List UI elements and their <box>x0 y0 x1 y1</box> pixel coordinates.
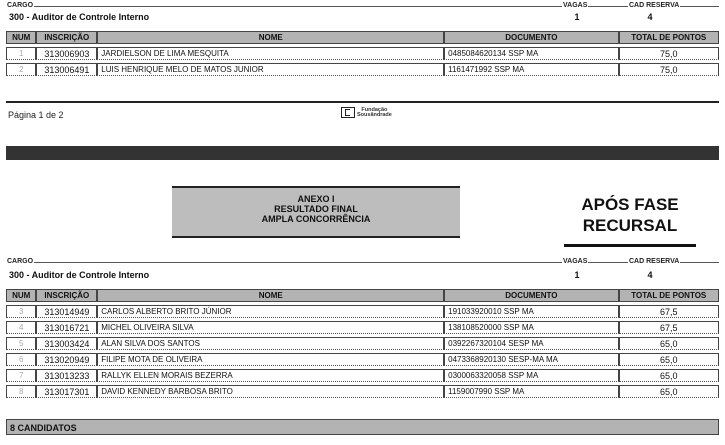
cargo-name: 300 - Auditor de Controle Interno <box>9 270 150 280</box>
row-documento: 1161471992 SSP MA <box>444 63 618 76</box>
cargo-legend: CARGO <box>7 258 34 265</box>
table-row <box>6 353 719 366</box>
row-pontos: 65,0 <box>619 353 719 366</box>
col-total-pontos: TOTAL DE PONTOS <box>619 289 719 302</box>
page-separator <box>6 146 719 160</box>
row-num: 2 <box>6 63 36 76</box>
table-row <box>6 369 719 382</box>
row-inscricao: 313003424 <box>36 337 97 350</box>
table-row <box>6 337 719 350</box>
row-num: 7 <box>6 369 36 382</box>
col-documento: DOCUMENTO <box>444 289 618 302</box>
table-row <box>6 47 719 60</box>
row-num: 4 <box>6 321 36 334</box>
row-documento: 1159007990 SSP MA <box>444 385 618 398</box>
cargo-header-page1 <box>6 2 719 22</box>
col-inscricao: INSCRIÇÃO <box>36 289 97 302</box>
fundacao-sousandrade-logo <box>341 107 392 118</box>
row-pontos: 75,0 <box>619 47 719 60</box>
row-inscricao: 313006903 <box>36 47 97 60</box>
row-inscricao: 313014949 <box>36 305 97 318</box>
vagas-value: 1 <box>574 12 580 22</box>
logo-text <box>357 108 392 118</box>
row-nome: DAVID KENNEDY BARBOSA BRITO <box>97 385 444 398</box>
row-documento: 0300063320058 SSP MA <box>444 369 618 382</box>
cad-reserva-value: 4 <box>647 270 653 280</box>
row-num: 5 <box>6 337 36 350</box>
cargo-rule <box>6 6 719 7</box>
row-documento: 0485084620134 SSP MA <box>444 47 618 60</box>
row-documento: 0392267320104 SESP MA <box>444 337 618 350</box>
vagas-legend: VAGAS <box>563 258 588 265</box>
row-pontos: 75,0 <box>619 63 719 76</box>
row-nome: CARLOS ALBERTO BRITO JÚNIOR <box>97 305 444 318</box>
row-num: 6 <box>6 353 36 366</box>
table-row <box>6 385 719 398</box>
stamp-line2: RECURSAL <box>582 216 678 235</box>
stamp-line1: APÓS FASE <box>581 195 679 214</box>
logo-line2: Sousândrade <box>357 111 392 118</box>
row-documento: 138108520000 SSP MA <box>444 321 618 334</box>
annex-line1: ANEXO I <box>297 194 335 204</box>
row-inscricao: 313017301 <box>36 385 97 398</box>
annex-line3: AMPLA CONCORRÊNCIA <box>261 214 371 224</box>
apos-fase-recursal-stamp <box>564 194 696 247</box>
row-num: 3 <box>6 305 36 318</box>
cad-reserva-value: 4 <box>647 12 653 22</box>
cad-reserva-legend: CAD RESERVA <box>629 2 680 9</box>
col-documento: DOCUMENTO <box>444 31 618 44</box>
logo-line1: Fundação <box>361 106 388 113</box>
col-inscricao: INSCRIÇÃO <box>36 31 97 44</box>
row-nome: MICHEL OLIVEIRA SILVA <box>97 321 444 334</box>
vagas-legend: VAGAS <box>563 2 588 9</box>
cad-reserva-legend: CAD RESERVA <box>629 258 680 265</box>
table-row <box>6 63 719 76</box>
page-number: Página 1 de 2 <box>8 110 64 120</box>
cargo-header-page2 <box>6 258 719 280</box>
row-pontos: 67,5 <box>619 321 719 334</box>
annex-title-box <box>172 186 460 238</box>
candidates-count: 8 CANDIDATOS <box>6 419 719 435</box>
row-nome: LUIS HENRIQUE MELO DE MATOS JUNIOR <box>97 63 444 76</box>
row-num: 8 <box>6 385 36 398</box>
row-pontos: 67,5 <box>619 305 719 318</box>
col-total-pontos: TOTAL DE PONTOS <box>619 31 719 44</box>
row-inscricao: 313016721 <box>36 321 97 334</box>
row-pontos: 65,0 <box>619 385 719 398</box>
table-row <box>6 305 719 318</box>
row-inscricao: 313006491 <box>36 63 97 76</box>
vagas-value: 1 <box>574 270 580 280</box>
cargo-rule <box>6 262 719 263</box>
row-nome: JARDIELSON DE LIMA MESQUITA <box>97 47 444 60</box>
row-nome: RALLYK ELLEN MORAIS BEZERRA <box>97 369 444 382</box>
row-inscricao: 313020949 <box>36 353 97 366</box>
page-footer-rule <box>6 101 719 103</box>
row-pontos: 65,0 <box>619 337 719 350</box>
annex-line2: RESULTADO FINAL <box>274 204 358 214</box>
logo-mark-icon <box>341 107 355 118</box>
row-documento: 0473368920130 SESP-MA MA <box>444 353 618 366</box>
col-nome: NOME <box>97 289 444 302</box>
row-nome: FILIPE MOTA DE OLIVEIRA <box>97 353 444 366</box>
results-table-page2 <box>6 289 719 398</box>
cargo-legend: CARGO <box>7 2 34 9</box>
row-documento: 191033920010 SSP MA <box>444 305 618 318</box>
row-pontos: 65,0 <box>619 369 719 382</box>
row-nome: ALAN SILVA DOS SANTOS <box>97 337 444 350</box>
table-row <box>6 321 719 334</box>
col-num: NUM <box>6 289 36 302</box>
row-num: 1 <box>6 47 36 60</box>
results-table-page1 <box>6 31 719 76</box>
col-num: NUM <box>6 31 36 44</box>
row-inscricao: 313013233 <box>36 369 97 382</box>
col-nome: NOME <box>97 31 444 44</box>
cargo-name: 300 - Auditor de Controle Interno <box>9 12 150 22</box>
